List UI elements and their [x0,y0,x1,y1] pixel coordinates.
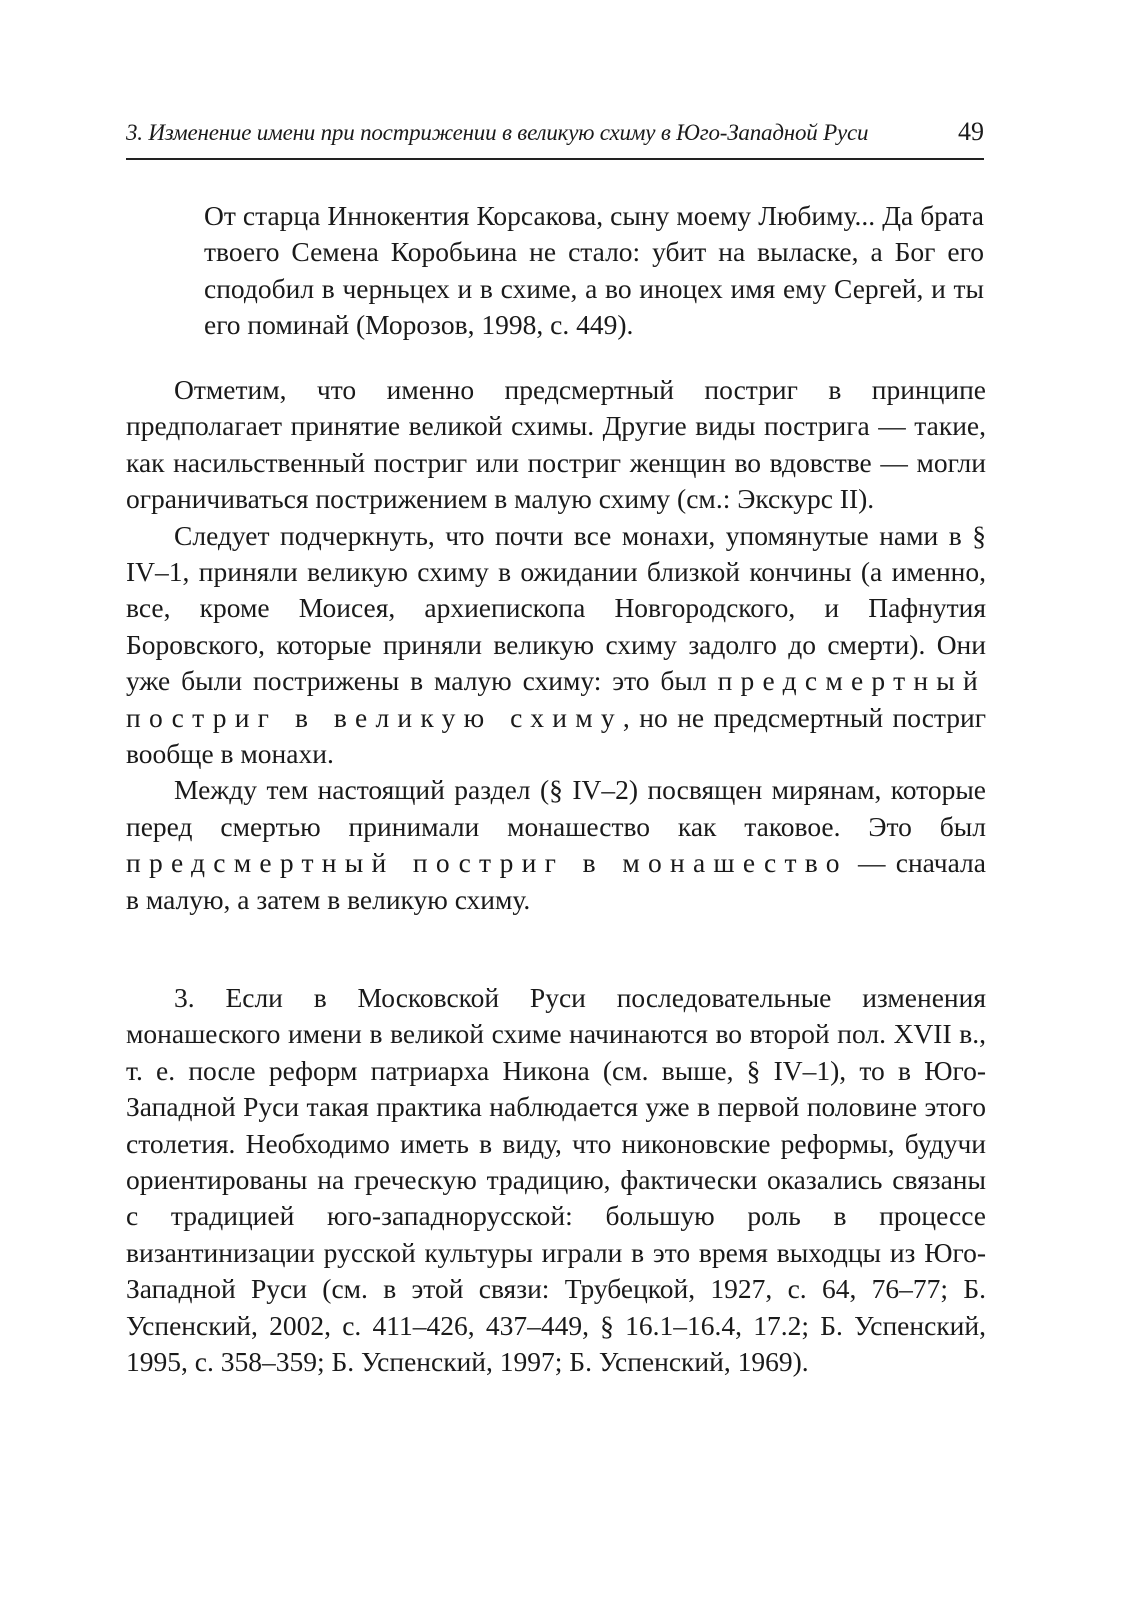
body-text-block [126,372,986,918]
paragraph-section-3: 3. Если в Московской Руси последовательные изменения монашеского имени в великой схиме начинаются во второй пол. XVII в., т. е. после реформ патриарха Никона (см. выше, § IV–1), то в Юго-Западной Руси такая практика наблюдается уже в первой половине этого столетия. Необходимо иметь в виду, что никоновские реформы, будучи ориентированы на греческую традицию, фактически оказались связаны с традицией юго-западнорусской: большую роль в процессе византинизации русской культуры играли в это время выходцы из Юго-Западной Руси (см. в этой связи: Трубецкой, 1927, с. 64, 76–77; Б. Успенский, 2002, с. 411–426, 437–449, § 16.1–16.4, 17.2; Б. Успенский, 1995, с. 358–359; Б. Успенский, 1997; Б. Успенский, 1969). [126,982,986,1378]
block-quote [204,198,984,344]
running-title: 3. Изменение имени при пострижении в великую схиму в Юго-Западной Руси [126,120,869,145]
quote-text: От старца Иннокентия Корсакова, сыну моему Любиму... Да брата твоего Семена Коробьина не стало: убит на выласке, а Бог его сподобил в черньцех и в схиме, а во иноцех имя ему Сергей, и ты его поминай (Морозов, 1998, с. 449). [204,200,984,341]
page-header [126,118,984,160]
page-number: 49 [958,117,984,146]
spaced-emphasis: предсмертный постриг в монашество [126,847,848,879]
paragraph-monks-great-schema [126,518,986,773]
paragraph-pre-death-tonsure: Отметим, что именно предсмертный постриг в принципе предполагает принятие великой схимы. Другие виды пострига — такие, как насильственный постриг или постриг женщин во вдовстве — могли ограничиваться пострижением в малую схиму (см.: Экскурс II). [126,374,986,515]
spaced-emphasis: предсмертный постриг в великую схиму [126,665,986,733]
paragraph-text: , но не предсмертный постриг вообще в монахи. [126,701,987,770]
paragraph-text: — сначала в малую, а затем в великую схиму. [126,847,986,915]
paragraph-text: Следует подчеркнуть, что почти все монахи, упомянутые нами в § IV–1, приняли великую схиму в ожидании близкой кончины (а именно, все, кроме Моисея, архиепископа Новгородского, и Пафнутия Боровского, которые приняли великую схиму задолго до смерти). Они уже были пострижены в малую схиму: это был [126,519,986,697]
paragraph-text: Между тем настоящий раздел (§ IV–2) посвящен мирянам, которые перед смертью принимали монашество как таковое. Это был [126,774,986,842]
paragraph-laymen-section [126,772,986,918]
body-text-block-section-3 [126,980,986,1380]
